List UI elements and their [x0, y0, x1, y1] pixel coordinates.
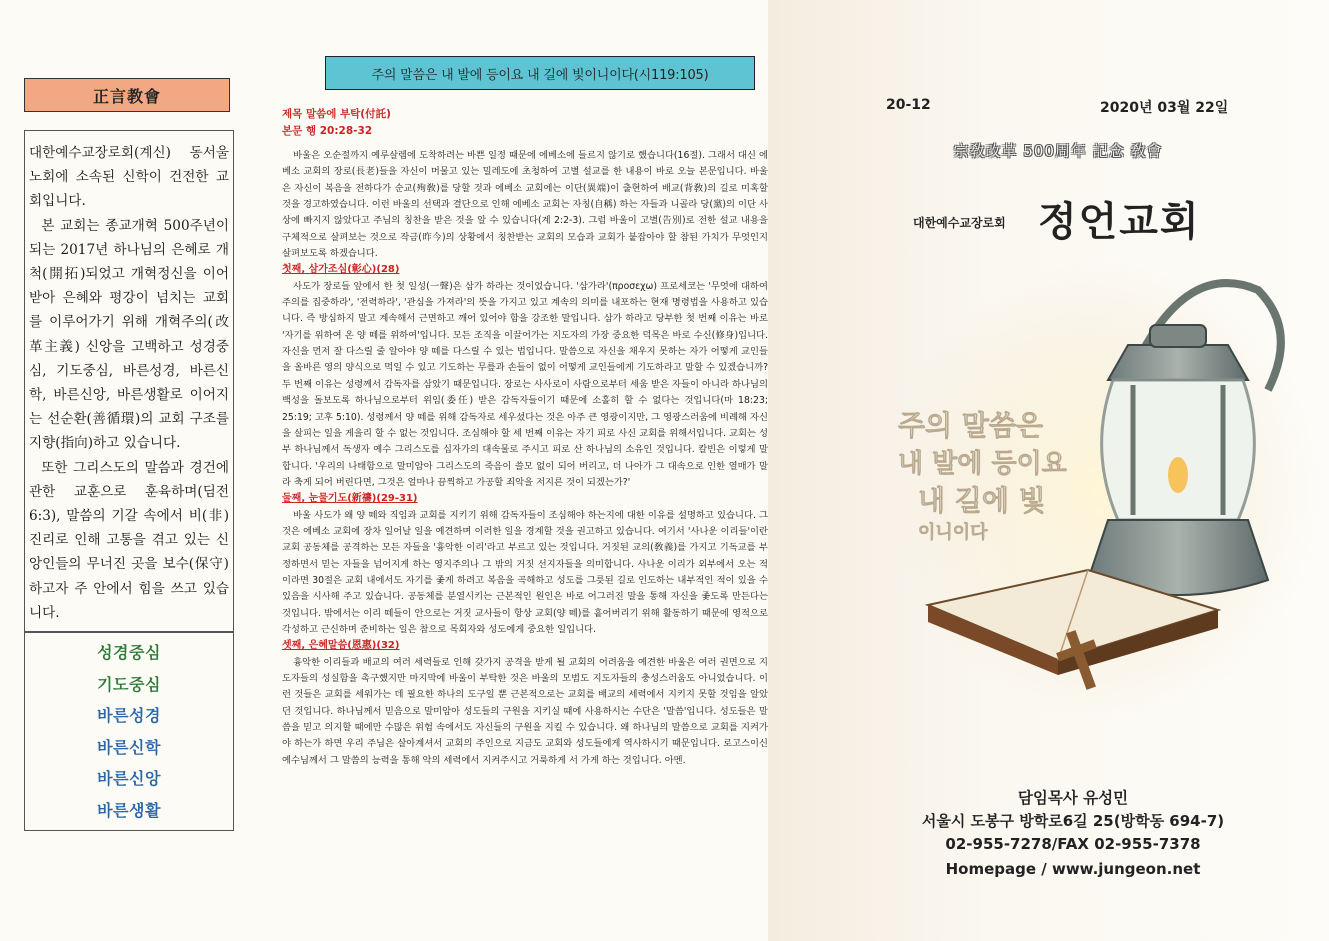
- section-paragraph: 흉악한 이리들과 배교의 여러 세력들로 인해 갖가지 공격을 받게 될 교회의 어려움을 예견한 바울은 여러 권면으로 지도자들의 성실함을 촉구했지만 마지막에 바울이 부탁한 것은 바울의 모범도 지도자들의 충성스러움도 아니었습니다. 이런 것들은 교회를 세워가는 데 필요한 하나의 도구일 뿐 근본적으로는 교회를 배교의 세력에서 지키지 못할 것임을 알았던 것입니다. 하나님께서 믿음으로 말미암아 성도들의 구원을 지키실 때에 사용하시는 수단은 '말씀'입니다. 성도들은 말씀을 믿고 의지할 때에만 수많은 위험 속에서도 자신들의 구원을 지킬 수 있습니다. 왜 하나님의 말씀으로 교회를 지켜가야 하는가 하면 우리 주님은 살아계셔서 교회의 주인으로 지금도 교회와 성도들에게 역사하시기 때문입니다. 로고스이신 예수님께서 그 말씀의 능력을 통해 악의 세력에서 지켜주시고 거룩하게 서 가게 하는 것입니다. 아멘.: [282, 656, 768, 766]
- verse-banner: 주의 말씀은 내 발에 등이요 내 길에 빛이니이다(시119:105): [325, 56, 755, 90]
- section-heading: 첫째, 삼가조심(彰心)(28): [282, 264, 400, 276]
- sermon-column: [282, 56, 768, 769]
- church-phone: 02-955-7278/FAX 02-955-7378: [945, 835, 1201, 853]
- motto-item: 기도중심: [97, 674, 161, 694]
- section-heading: 둘째, 눈물기도(新禱)(29-31): [282, 493, 418, 505]
- left-column: [22, 78, 232, 831]
- church-name-box: 正言教會: [24, 78, 230, 112]
- church-address: 서울시 도봉구 방학로6길 25(방학동 694-7): [921, 812, 1225, 830]
- motto-item: 바른신앙: [97, 769, 161, 789]
- sermon-text-ref: 본문 행 20:28-32: [282, 125, 373, 137]
- cover-panel: [768, 0, 1329, 941]
- art-verse-line: 내 발에 등이요: [898, 449, 1067, 479]
- sermon-title: 제목 말씀에 부탁(付託): [282, 108, 391, 120]
- motto-item: 바른성경: [97, 706, 161, 726]
- issue-number: 20-12: [886, 97, 931, 113]
- church-homepage: Homepage / www.jungeon.net: [945, 860, 1201, 878]
- intro-paragraph: 또한 그리스도의 말씀과 경건에 관한 교훈으로 훈육하며(딤전 6:3), 말씀의 기갈 속에서 비(非) 진리로 인해 고통을 겪고 있는 신앙인들의 무너진 곳을 보수(保守)하고자 주 안에서 힘을 쓰고 있습니다.: [29, 459, 229, 621]
- section-paragraph: 바울 사도가 왜 양 떼와 직임과 교회를 지키기 위해 감독자들이 조심해야 하는지에 대한 이유를 설명하고 있습니다. 그것은 에베소 교회에 장차 일어날 일을 예견하며 이러한 일을 경계할 것을 권고하고 있습니다. 여기서 '사나운 이리들'이란 교회 공동체를 공격하는 모든 자들을 '흉악한 이리'라고 부르고 있는 것입니다. 거짓된 교의(敎義)를 가지고 기독교를 부정하면서 믿는 자들을 넘어지게 하는 영지주의나 그 밖의 거짓 선지자들을 의미합니다. 사나운 이리가 외부에서 오는 적이라면 30절은 교회 내에서도 자기를 좇게 하려고 복음을 곡해하고 성도를 그릇된 길로 인도하는 내부적인 적이 있을 수 있음을 시사해 주고 있습니다. 공동체를 분열시키는 근본적인 원인은 바로 어그러진 말을 통해 자신을 좇도록 만든다는 것입니다. 밖에서는 이리 떼들이 안으로는 거짓 교사들이 항상 교회(양 떼)를 흩어버리기 위해 활동하기 때문에 영적으로 각성하고 근신하며 준비하는 일은 참으로 목회자와 성도에게 중요한 일입니다.: [282, 509, 768, 635]
- anniversary-caption: 宗敎改革 500周年 記念 敎會: [953, 142, 1163, 160]
- motto-box: [24, 632, 234, 831]
- motto-item: 성경중심: [97, 643, 161, 663]
- art-verse-line: 내 길에 빛: [918, 484, 1046, 517]
- lantern-bible-illustration: [888, 250, 1318, 720]
- art-verse-line: 이니이다: [918, 522, 988, 543]
- sermon-body: [282, 148, 768, 769]
- issue-date: 2020년 03월 22일: [1100, 100, 1229, 116]
- intro-paragraph: 본 교회는 종교개혁 500주년이 되는 2017년 하나님의 은혜로 개척(開拓)되었고 개혁정신을 이어받아 은혜와 평강이 넘치는 교회를 이루어가기 위해 개혁주의(改革主義) 신앙을 고백하고 성경중심, 기도중심, 바른성경, 바른신학, 바른신앙, 바른생활로 이어지는 선순환(善循環)의 교회 구조를 지향(指向)하고 있습니다.: [29, 217, 229, 452]
- cover-church-name: 정언교회: [1038, 199, 1201, 245]
- sermon-intro-paragraph: 바울은 오순절까지 예루살렘에 도착하려는 바쁜 일정 때문에 에베소에 들르지 않기로 했습니다(16절). 그래서 대신 에베소 교회의 장로(長老)들을 자신이 머물고 있는 밀레도에 초청하여 고별 설교를 한 내용이 바로 오늘 본문입니다. 바울은 자신이 복음을 전하다가 순교(殉敎)를 당할 것과 에베소 교회에는 이단(異端)이 출현하여 배교(背敎)의 길로 미혹할 것을 경고하였습니다. 이런 바울의 선택과 결단으로 인해 에베소 교회는 자칭(自稱) 하는 자들과 니골라 당(黨)의 이단 사상에 빠지지 않았다고 주님의 칭찬을 받은 것을 알 수 있습니다(계 2:2-3). 그럼 바울이 고별(告別)로 전한 설교 내용을 구체적으로 살펴보는 것으로 작금(昨今)의 상황에서 칭찬받는 교회의 모습과 교회가 붙잡아야 할 참된 가치가 무엇인지 살펴보도록 하겠습니다.: [282, 150, 768, 260]
- lantern-glass: [1102, 380, 1255, 520]
- intro-paragraph: 대한예수교장로회(계신) 동서울 노회에 소속된 신학이 건전한 교회입니다.: [29, 145, 229, 210]
- flame-shape: [1168, 457, 1188, 493]
- art-verse-line: 주의 말씀은: [898, 409, 1043, 442]
- motto-item: 바른생활: [97, 800, 161, 820]
- motto-item: 바른신학: [97, 737, 161, 757]
- denomination-label: 대한예수교장로회: [913, 216, 1006, 230]
- lantern-chimney: [1150, 325, 1206, 347]
- lantern-cap: [1108, 345, 1248, 380]
- church-intro-box: [24, 130, 234, 632]
- pastor-name: 담임목사 유성민: [1017, 789, 1129, 807]
- section-heading: 셋째, 은혜말씀(恩惠)(32): [282, 640, 400, 652]
- section-paragraph: 사도가 장로들 앞에서 한 첫 일성(一聲)은 삼가 하라는 것이었습니다. '삼가라'(προσεχω) 프로세코는 '무엇에 대하여 주의를 집중하라', '전력하라', '관심을 가져라'의 뜻을 가지고 있고 계속의 의미를 내포하는 현재 명령법을 사용하고 있습니다. 즉 방심하지 말고 계속해서 근면하고 깨어 있어야 함을 강조한 말입니다. 삼가 하라고 당부한 첫 번째 이유는 바로 '자기를 위하여 온 양 떼를 위하여'입니다. 모든 조직을 이끌어가는 지도자의 가장 중요한 덕목은 바로 수신(修身)입니다. 자신을 먼저 잘 다스릴 줄 알아야 양 떼를 다스릴 수 있는 법입니다. 말씀으로 자신을 채우지 못하는 자가 어떻게 교인들을 올바른 영의 양식으로 먹일 수 있고 기도하는 무릎과 손들이 없이 어떻게 교인들에게 기도하라고 말할 수 있겠습니까? 두 번째 이유는 성령께서 감독자를 삼았기 때문입니다. 장로는 사사로이 사람으로부터 세움 받은 자들이 아니라 하나님의 백성을 돌보도록 하나님으로부터 위임(委任) 받은 감독자들이기 때문에 소홀히 할 수 없다는 것입니다(마 18:23; 25:19; 고후 5:10). 성령께서 양 떼를 위해 감독자로 세우셨다는 것은 아주 큰 영광이지만, 그 영광스러움에 비례해 자신을 살피는 일을 게을리 할 수 없는 것입니다. 조심해야 할 세 번째 이유는 자기 피로 사신 교회를 위해서입니다. 교회는 성부 하나님께서 독생자 예수 그리스도를 십자가의 대속물로 주시고 피로 산 하나님의 소유인 것입니다. 칼빈은 이렇게 말합니다. '우리의 나태함으로 말미암아 그리스도의 죽음이 쓸모 없이 되어 버리고, 더 나아가 그 대속으로 인한 열매가 말라 축게 되어 버린다면, 그것은 얼마나 끔찍하고 가공할 죄악을 저지른 것이 되겠는가?': [282, 280, 768, 488]
